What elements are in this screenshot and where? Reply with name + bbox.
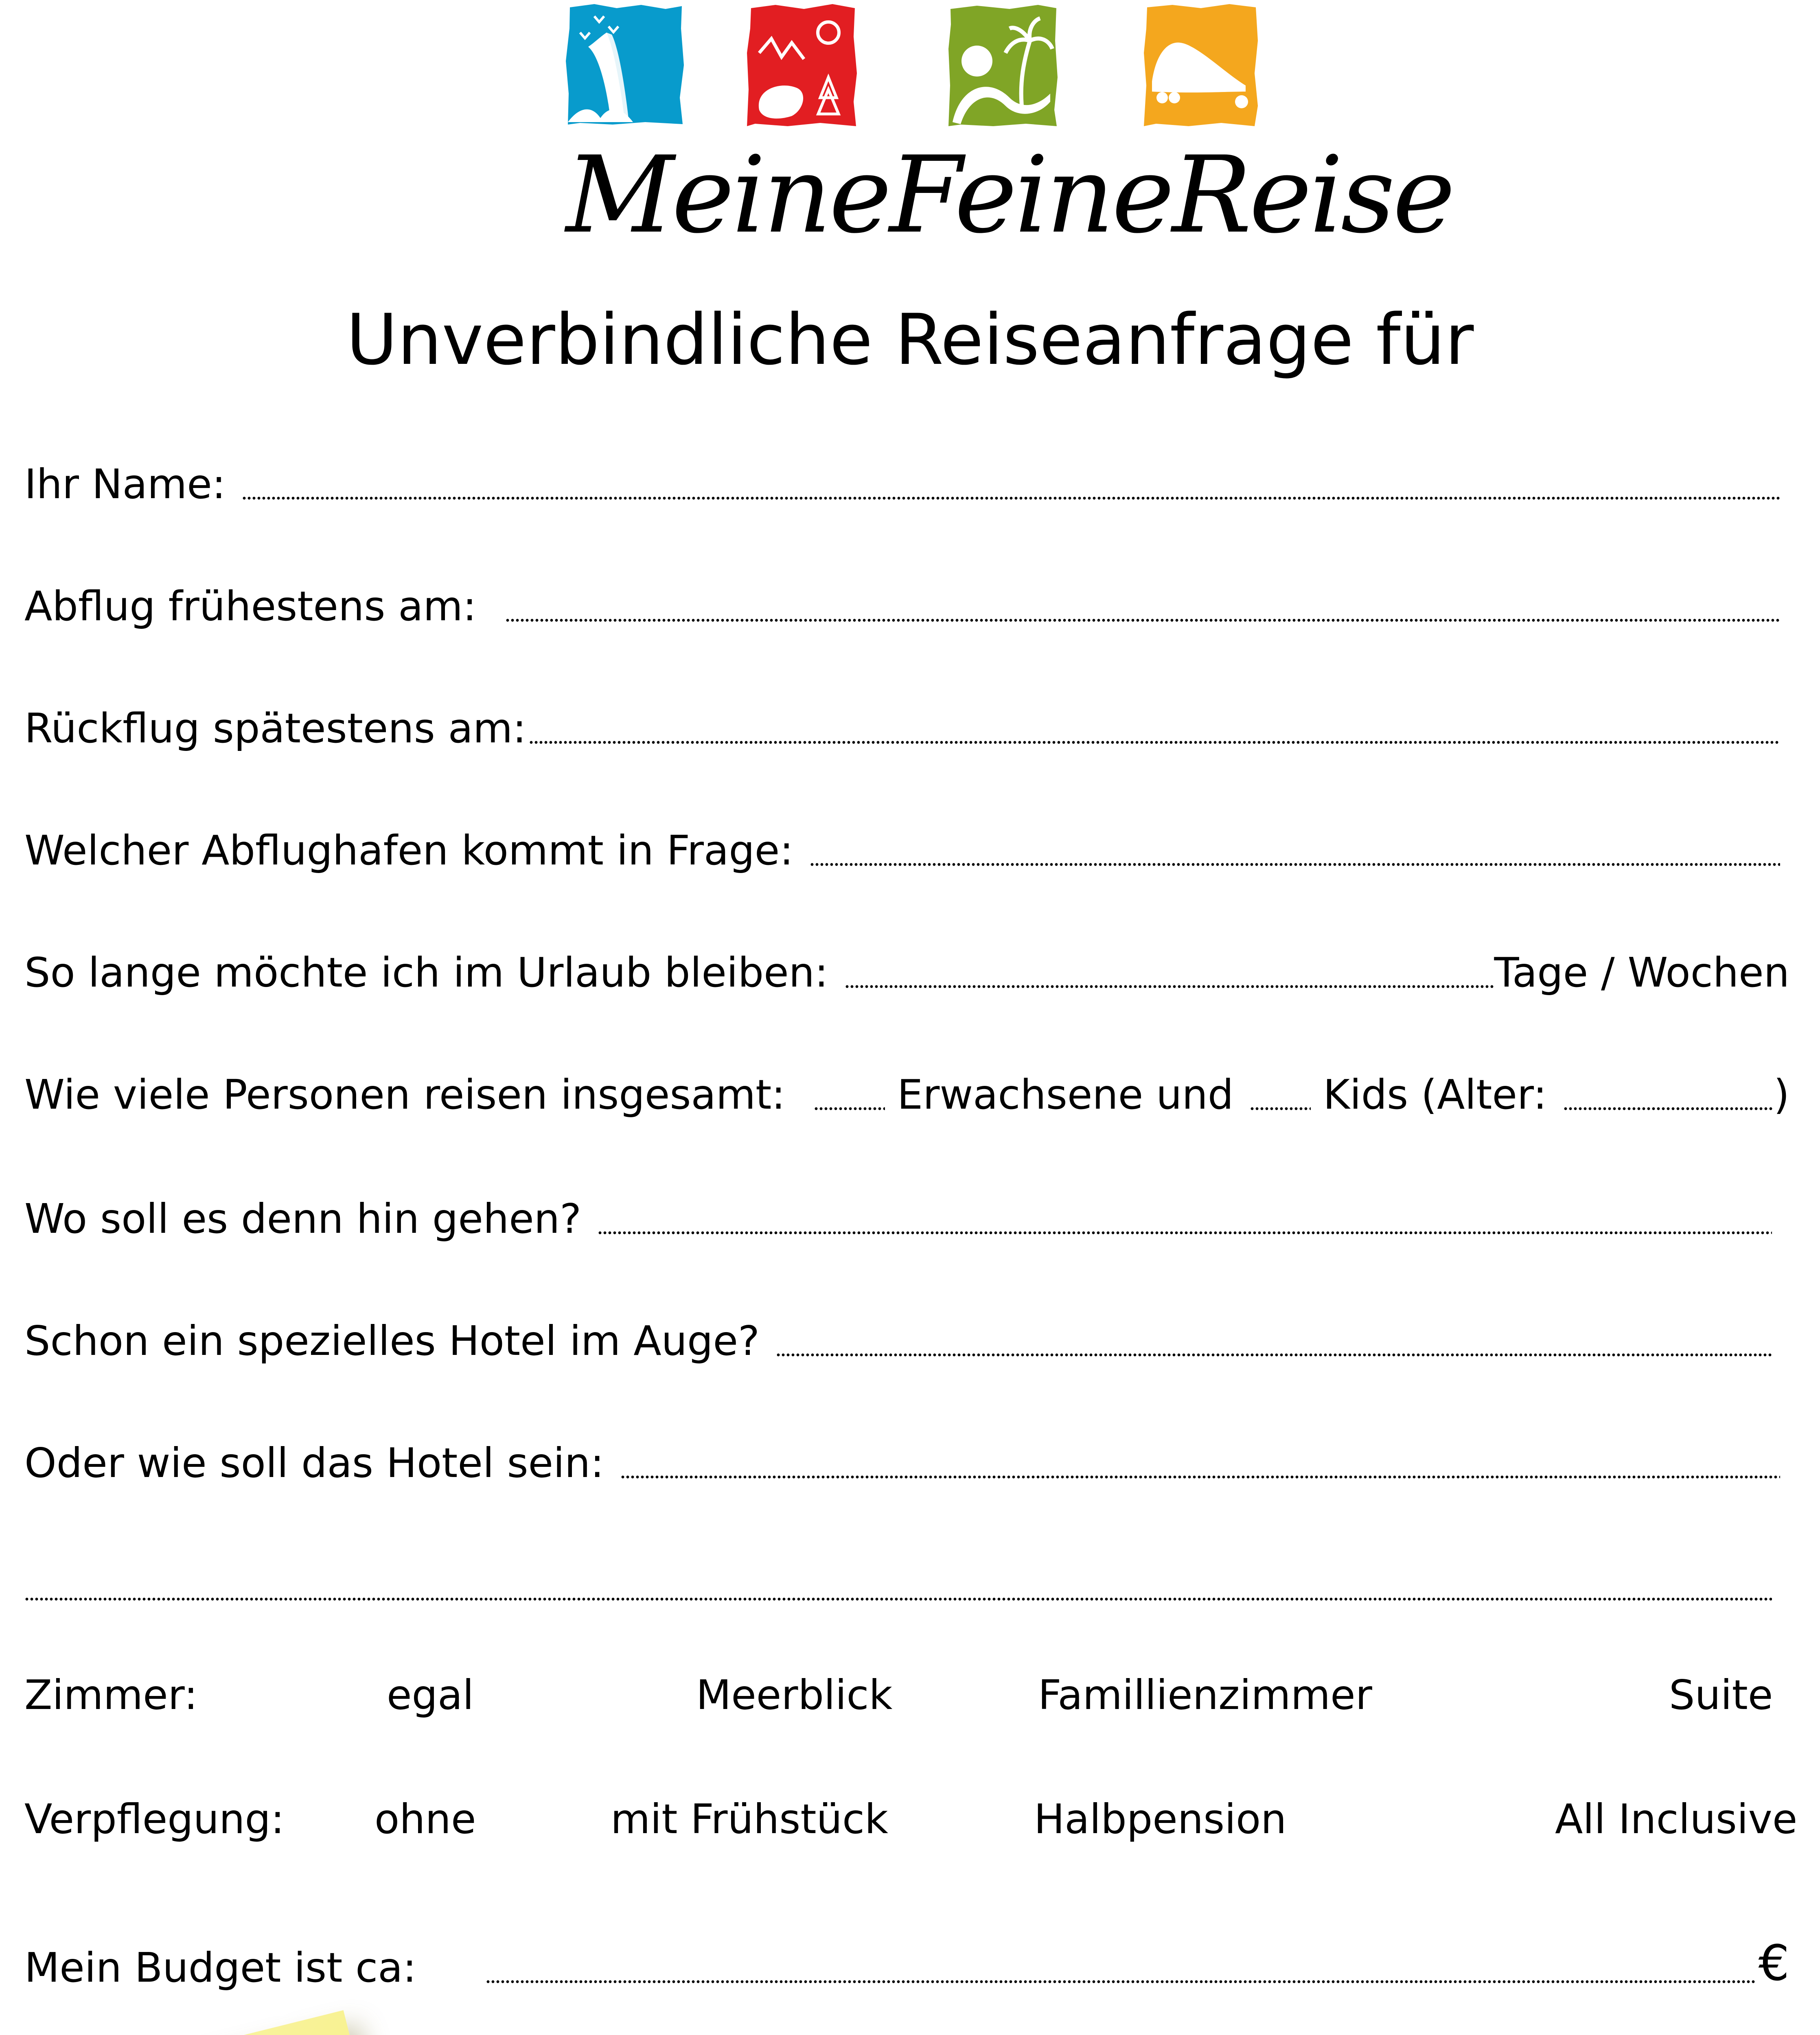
page-title: Unverbindliche Reiseanfrage für [346, 299, 1474, 381]
board-option-ohne[interactable]: ohne [375, 1795, 476, 1843]
destination-input-line[interactable] [598, 1231, 1772, 1235]
hotel-type-row [24, 1437, 1783, 1490]
return-label: Rückflug spätestens am: [24, 705, 526, 752]
logo-tiles [564, 4, 1301, 126]
duration-unit: Tage / Wochen [1494, 949, 1789, 996]
departure-label: Abflug frühestens am: [24, 582, 477, 630]
board-row [24, 1793, 1798, 1846]
hotel-row [24, 1315, 1775, 1368]
name-label: Ihr Name: [24, 460, 226, 508]
room-option-familienzimmer[interactable]: Famillienzimmer [1038, 1671, 1372, 1719]
adults-label: Erwachsene und [897, 1071, 1234, 1118]
cruise-ship-icon [566, 4, 684, 125]
hotel-input-line[interactable] [776, 1353, 1772, 1357]
sticky-note [0, 2010, 442, 2035]
room-option-meerblick[interactable]: Meerblick [696, 1671, 893, 1719]
persons-row [24, 1068, 1789, 1121]
budget-row [24, 1935, 1789, 1994]
board-option-fruehstueck[interactable]: mit Frühstück [611, 1795, 888, 1843]
kids-label: Kids (Alter: [1323, 1071, 1547, 1118]
duration-row [24, 946, 1789, 999]
name-row [24, 458, 1783, 511]
duration-input-line[interactable] [845, 985, 1494, 989]
departure-row [24, 580, 1783, 633]
return-row [24, 702, 1783, 755]
departure-input-line[interactable] [505, 618, 1780, 622]
kids-age-input[interactable] [1563, 1107, 1774, 1111]
euro-sign: € [1758, 1935, 1789, 1992]
destination-row [24, 1193, 1775, 1245]
return-input-line[interactable] [529, 740, 1780, 744]
destination-label: Wo soll es denn hin gehen? [24, 1195, 582, 1243]
palm-beach-icon [948, 5, 1058, 126]
hotel-type-extra-line[interactable] [24, 1597, 1772, 1601]
budget-input-line[interactable] [486, 1980, 1756, 1984]
kids-count-input[interactable] [1250, 1107, 1311, 1111]
mountains-sun-icon [747, 4, 857, 126]
airport-row [24, 824, 1783, 877]
board-label: Verpflegung: [24, 1795, 285, 1843]
budget-label: Mein Budget ist ca: [24, 1944, 417, 1991]
room-row [24, 1669, 1775, 1722]
airport-input-line[interactable] [810, 862, 1780, 867]
logo-wordmark: MeineFeineReise [566, 134, 1453, 257]
kids-close-paren: ) [1773, 1071, 1789, 1118]
hotel-type-label: Oder wie soll das Hotel sein: [24, 1439, 604, 1487]
hotel-label: Schon ein spezielles Hotel im Auge? [24, 1317, 760, 1365]
duration-label: So lange möchte ich im Urlaub bleiben: [24, 949, 828, 996]
airport-label: Welcher Abflughafen kommt in Frage: [24, 827, 794, 874]
room-option-suite[interactable]: Suite [1669, 1671, 1773, 1719]
room-label: Zimmer: [24, 1671, 198, 1719]
board-option-all-inclusive[interactable]: All Inclusive [1555, 1795, 1798, 1843]
airplane-icon [1144, 4, 1258, 126]
hotel-type-extra-row [24, 1559, 1775, 1612]
hotel-type-input-line[interactable] [620, 1475, 1780, 1479]
name-input-line[interactable] [242, 496, 1780, 500]
room-option-egal[interactable]: egal [387, 1671, 474, 1719]
adults-count-input[interactable] [814, 1107, 885, 1111]
board-option-halbpension[interactable]: Halbpension [1034, 1795, 1287, 1843]
persons-label: Wie viele Personen reisen insgesamt: [24, 1071, 786, 1118]
